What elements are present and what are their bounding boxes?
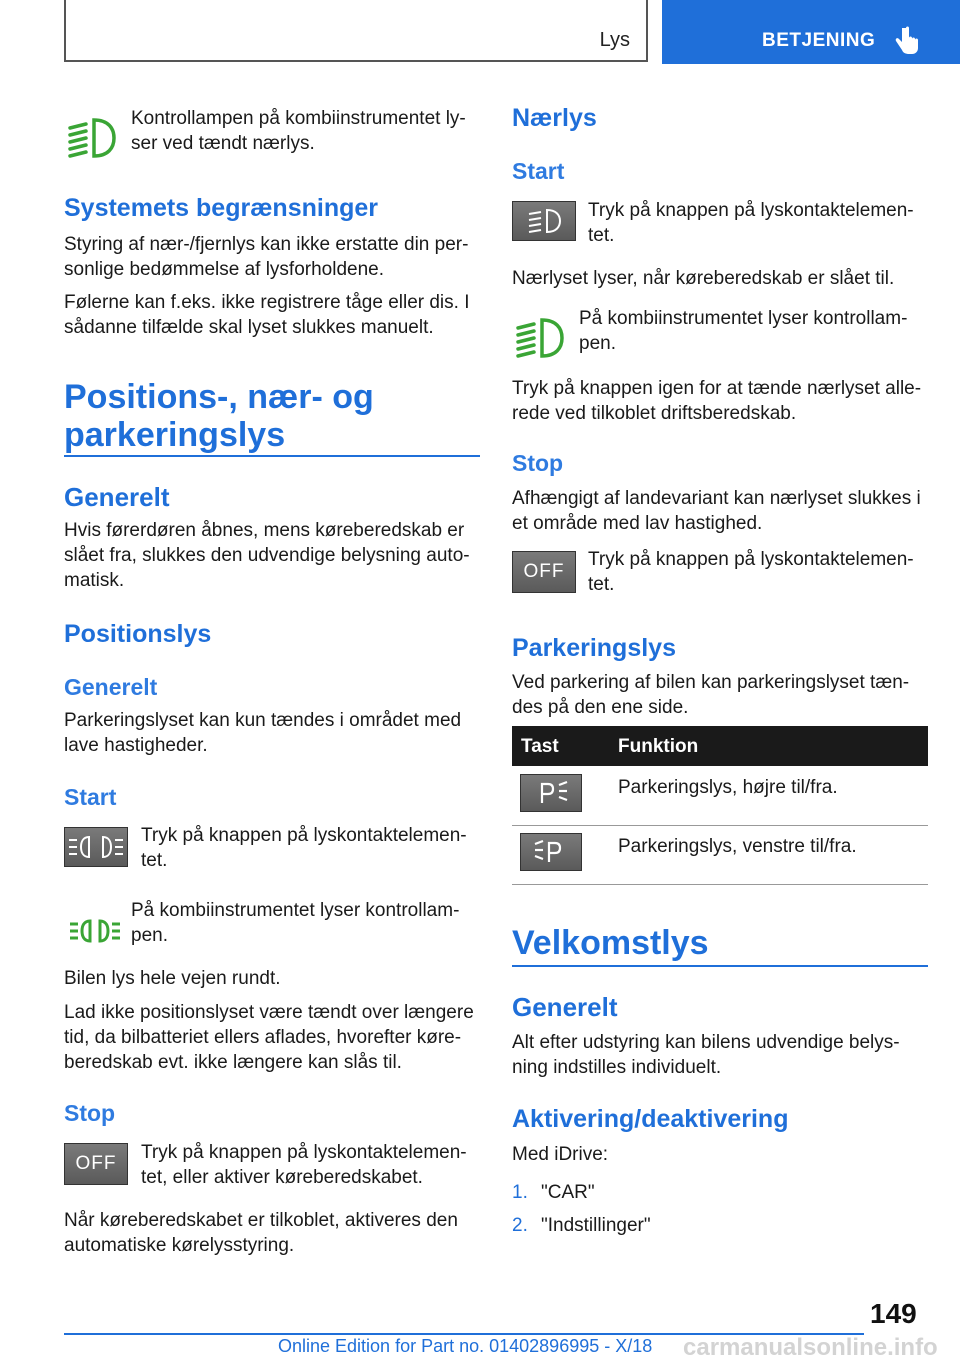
position-stop-heading: Stop: [64, 1100, 116, 1126]
chapter-title: BETJENING: [762, 30, 876, 51]
page-number: 149: [870, 1298, 917, 1329]
watermark: carmanualsonline.info: [683, 1334, 938, 1361]
general-heading: Generelt: [64, 482, 170, 512]
low-beam-start-text: Tryk på knappen på lyskontaktelemen- tet.: [588, 200, 914, 246]
table-bottom-line: [512, 884, 928, 885]
system-limits-p1: Styring af nær-/fjernlys kan ikke erstatte din per- sonlige bedømmelse af lysforholdene.: [64, 234, 469, 280]
indicator-text: Kontrollampen på kombiinstrumentet ly- ser ved tændt nærlys.: [131, 108, 466, 154]
position-start-heading: Start: [64, 784, 117, 810]
table-row-1-function: Parkeringslys, højre til/fra.: [618, 777, 838, 798]
position-indicator-text: På kombiinstrumentet lyser kontrollam- pen.: [131, 900, 460, 946]
low-beam-indicator-text: På kombiinstrumentet lyser kontrollam- pen.: [579, 308, 908, 354]
low-beam-heading: Nærlys: [512, 104, 597, 132]
col-header-function: Funktion: [618, 736, 699, 757]
auto-light-text: Når køreberedskabet er tilkoblet, aktiveres den automatiske kørelysstyring.: [64, 1210, 458, 1256]
idrive-text: Med iDrive:: [512, 1144, 609, 1165]
list-num-2: 2.: [512, 1215, 528, 1236]
section-title: Lys: [599, 29, 630, 51]
low-beam-indicator-icon-2: [514, 316, 566, 360]
position-lights-heading: Positionslys: [64, 620, 212, 648]
low-beam-start-heading: Start: [512, 158, 565, 184]
parking-left-icon: [521, 834, 581, 870]
system-limits-p2: Følerne kan f.eks. ikke registrere tåge eller dis. I sådanne tilfælde skal lyset slukkes manuelt.: [64, 292, 470, 338]
welcome-lights-heading: Velkomstlys: [512, 924, 709, 962]
chapter-tab[interactable]: [662, 0, 960, 64]
col-header-key: Tast: [521, 736, 559, 757]
list-num-1: 1.: [512, 1182, 528, 1203]
position-indicator-icon: [68, 918, 122, 944]
position-general-text: Parkeringslyset kan kun tændes i området med lave hastigheder.: [64, 710, 462, 756]
list-item-1: "CAR": [541, 1182, 595, 1203]
low-beam-indicator-icon: [66, 116, 118, 160]
activation-heading: Aktivering/deaktivering: [512, 1105, 789, 1133]
position-light-button[interactable]: [64, 827, 128, 867]
general-text: Hvis førerdøren åbnes, mens køreberedskab er slået fra, slukkes den udvendige belysning auto- matisk.: [64, 520, 470, 591]
welcome-general-heading: Generelt: [512, 992, 618, 1022]
main-heading: Positions-, nær- og parkeringslys: [64, 378, 374, 454]
edition-text: Online Edition for Part no. 01402896995 - X/18: [278, 1336, 653, 1356]
parking-right-icon: [521, 775, 581, 811]
position-stop-text: Tryk på knappen på lyskontaktelemen- tet, eller aktiver køreberedskabet.: [141, 1142, 467, 1188]
parking-lights-heading: Parkeringslys: [512, 634, 676, 662]
off-button-right[interactable]: OFF: [512, 551, 576, 593]
off-button-left[interactable]: OFF: [64, 1143, 128, 1185]
battery-warning-text: Lad ikke positionslyset være tændt over længere tid, da bilbatteriet ellers aflades, hvorefter køre- beredskab evt. ikke længere kan slås til.: [64, 1002, 474, 1073]
welcome-general-text: Alt efter udstyring kan bilens udvendige belys- ning indstilles individuelt.: [512, 1032, 900, 1078]
parking-lights-text: Ved parkering af bilen kan parkeringslyset tæn- des på den ene side.: [512, 672, 910, 718]
table-row-2-function: Parkeringslys, venstre til/fra.: [618, 836, 857, 857]
table-row-divider: [512, 825, 928, 826]
low-beam-button[interactable]: [512, 201, 576, 241]
parking-right-button[interactable]: [520, 774, 582, 812]
low-beam-stop-heading: Stop: [512, 450, 564, 476]
heading-rule: [64, 455, 480, 457]
header-section-box: [64, 0, 648, 62]
system-limits-heading: Systemets begrænsninger: [64, 194, 378, 222]
low-beam-again-text: Tryk på knappen igen for at tænde nærlyset alle- rede ved tilkoblet driftsberedskab.: [512, 378, 922, 424]
welcome-heading-rule: [512, 965, 928, 967]
low-beam-on-text: Nærlyset lyser, når køreberedskab er slået til.: [512, 268, 895, 289]
all-around-text: Bilen lys hele vejen rundt.: [64, 968, 281, 989]
low-beam-icon: [513, 202, 575, 240]
list-item-2: "Indstillinger": [541, 1215, 651, 1236]
hand-pointer-icon: [894, 26, 920, 56]
low-beam-country-text: Afhængigt af landevariant kan nærlyset slukkes i et område med lav hastighed.: [512, 488, 921, 534]
position-general-heading: Generelt: [64, 674, 158, 700]
parking-left-button[interactable]: [520, 833, 582, 871]
table-header: [512, 726, 928, 766]
position-light-icon: [65, 828, 127, 866]
position-start-text: Tryk på knappen på lyskontaktelemen- tet.: [141, 825, 467, 871]
low-beam-stop-text: Tryk på knappen på lyskontaktelemen- tet.: [588, 549, 914, 595]
